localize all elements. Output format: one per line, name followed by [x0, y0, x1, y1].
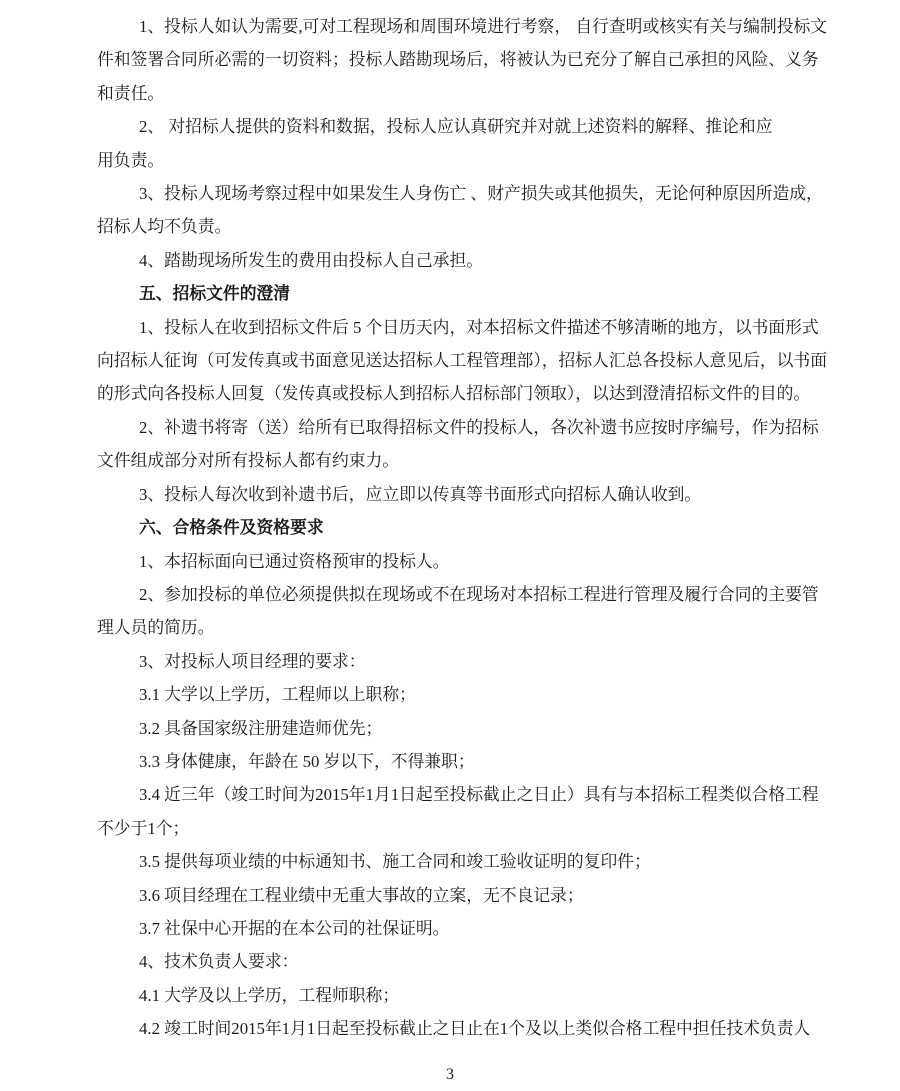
- section-heading-5: [97, 277, 824, 310]
- page-number: 3: [446, 1066, 454, 1083]
- text-line: 和责任。: [97, 83, 165, 103]
- paragraph-item-3-4: [97, 778, 824, 845]
- paragraph-qualification-2: [97, 578, 824, 645]
- paragraph-site-visit-1: [97, 10, 828, 110]
- text-line: 2、补遗书将寄（送）给所有已取得招标文件的投标人，各次补遗书应按时序编号，作为招标: [139, 417, 819, 437]
- paragraph-item-3-1: [97, 678, 824, 711]
- text-line: 3.5 提供每项业绩的中标通知书、施工合同和竣工验收证明的复印件；: [139, 852, 651, 872]
- text-line: 4、技术负责人要求：: [139, 952, 299, 972]
- text-line: 文件组成部分对所有投标人都有约束力。: [97, 451, 400, 471]
- paragraph-item-3-5: [97, 845, 824, 878]
- section-heading-6: [97, 511, 824, 544]
- paragraph-item-3-2: [97, 712, 824, 745]
- text-line: 2、参加投标的单位必须提供拟在现场或不在现场对本招标工程进行管理及履行合同的主要管: [139, 584, 819, 604]
- paragraph-qualification-3: [97, 645, 824, 678]
- text-line: 3、投标人每次收到补遗书后，应立即以传真等书面形式向招标人确认收到。: [139, 484, 702, 504]
- text-line: 3.3 身体健康，年龄在 50 岁以下，不得兼职；: [139, 751, 475, 771]
- text-line: 3.2 具备国家级注册建造师优先；: [139, 718, 383, 738]
- paragraph-item-3-6: [97, 879, 824, 912]
- text-line: 1、投标人在收到招标文件后 5 个日历天内，对本招标文件描述不够清晰的地方，以书面形式: [139, 317, 819, 337]
- text-line: 用负责。: [97, 150, 165, 170]
- paragraph-item-3-7: [97, 912, 824, 945]
- text-line: 件和签署合同所必需的一切资料；投标人踏勘现场后，将被认为已充分了解自己承担的风险、义务: [97, 50, 819, 70]
- heading-text: 六、合格条件及资格要求: [139, 518, 324, 538]
- paragraph-item-4-2: [97, 1012, 824, 1045]
- text-line: 不少于1个；: [97, 818, 190, 838]
- text-line: 4.2 竣工时间2015年1月1日起至投标截止之日止在1个及以上类似合格工程中担任技术负责人: [139, 1019, 811, 1039]
- text-line: 3.7 社保中心开据的在本公司的社保证明。: [139, 918, 450, 938]
- heading-text: 五、招标文件的澄清: [139, 284, 291, 304]
- text-line: 3.6 项目经理在工程业绩中无重大事故的立案，无不良记录；: [139, 885, 584, 905]
- paragraph-clarification-2: [97, 411, 824, 478]
- paragraph-item-4-1: [97, 979, 824, 1012]
- paragraph-item-3-3: [97, 745, 824, 778]
- text-line: 的形式向各投标人回复（发传真或投标人到招标人招标部门领取），以达到澄清招标文件的目的。: [97, 384, 811, 404]
- paragraph-qualification-1: [97, 545, 824, 578]
- text-line: 理人员的简历。: [97, 618, 215, 638]
- text-line: 向招标人征询（可发传真或书面意见送达招标人工程管理部），招标人汇总各投标人意见后，以书面: [97, 351, 827, 371]
- text-line: 4.1 大学及以上学历，工程师职称；: [139, 985, 400, 1005]
- text-line: 3、投标人现场考察过程中如果发生人身伤亡 、财产损失或其他损失，无论何种原因所造成，: [139, 184, 823, 204]
- text-line: 3.1 大学以上学历，工程师以上职称；: [139, 685, 416, 705]
- paragraph-site-visit-3: [97, 177, 824, 244]
- paragraph-clarification-1: [97, 311, 827, 411]
- text-line: 1、投标人如认为需要,可对工程现场和周围环境进行考察， 自行查明或核实有关与编制投标文: [139, 17, 828, 36]
- text-line: 1、本招标面向已通过资格预审的投标人。: [139, 551, 450, 571]
- paragraph-clarification-3: [97, 478, 824, 511]
- paragraph-site-visit-4: [97, 244, 824, 277]
- text-line: 招标人均不负责。: [97, 217, 232, 237]
- text-line: 2、 对招标人提供的资料和数据，投标人应认真研究并对就上述资料的解释、推论和应: [139, 117, 773, 137]
- paragraph-site-visit-2: [97, 110, 824, 177]
- text-line: 3.4 近三年（竣工时间为2015年1月1日起至投标截止之日止）具有与本招标工程类似合格工程: [139, 785, 819, 805]
- text-line: 3、对投标人项目经理的要求：: [139, 651, 366, 671]
- text-line: 4、踏勘现场所发生的费用由投标人自己承担。: [139, 250, 484, 270]
- paragraph-qualification-4: [97, 945, 824, 978]
